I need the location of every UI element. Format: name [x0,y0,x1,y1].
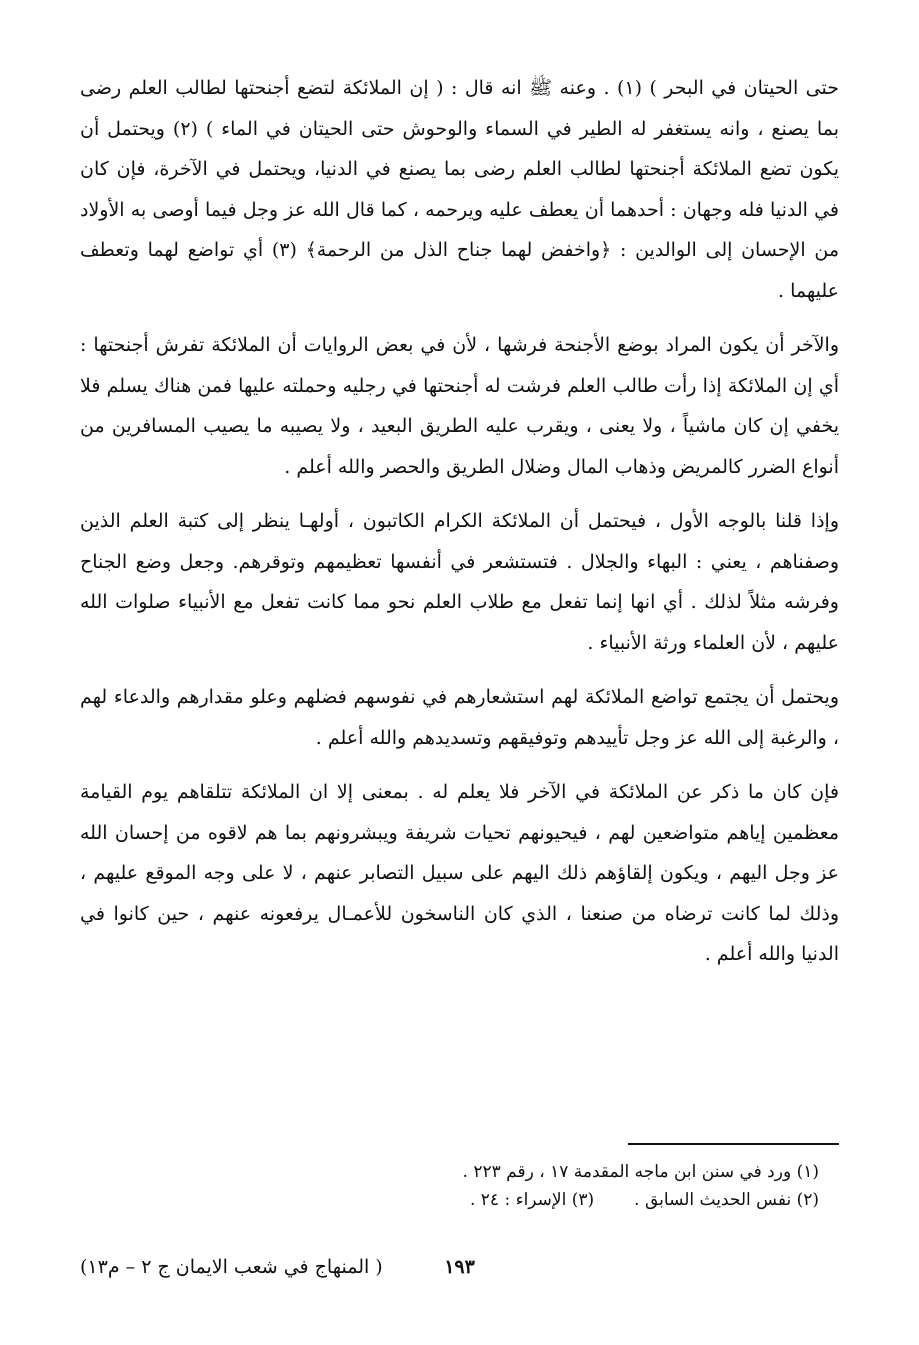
footnote-3: (٣) الإسراء : ٢٤ . [469,1190,595,1210]
paragraph-2: والآخر أن يكون المراد بوضع الأجنحة فرشها ، لأن في بعض الروايات أن الملائكة تفرش أجنحتها : أي إن الملائكة إذا رأت طالب العلم فرشت له أجنحتها في رجليه وحملته عليها فمن هناك يسلم فلا يخفي إن كان ماشياً ، ولا يعنى ، ويقرب عليه الطريق البعيد ، ولا يصيبه ما يصيب المسافرين من أنواع الضرر كالمريض وذهاب المال وضلال الطريق والحصر والله أعلم . [80,334,839,478]
footnote-2: (٢) نفس الحديث السابق . [634,1190,819,1210]
body-text [80,68,839,975]
paragraph-3: وإذا قلنا بالوجه الأول ، فيحتمل أن الملائكة الكرام الكاتبون ، أولهـا ينظر إلى كتبة العلم الذين وصفناهم ، يعني : البهاء والجلال . فتستشعر في أنفسها تعظيمهم وتوقرهم. وجعل وضع الجناح وفرشه مثلاً لذلك . أي انها إنما تفعل مع طلاب العلم نحو مما كانت تفعل مع الأنبياء صلوات الله عليهم ، لأن العلماء ورثة الأنبياء . [80,510,839,654]
running-title: ( المنهاج في شعب الايمان ج ٢ – م١٣) [80,1256,383,1278]
page-number: ١٩٣ [444,1256,475,1278]
paragraph-1: حتى الحيتان في البحر ) (١) . وعنه ﷺ انه قال : ( إن الملائكة لتضع أجنحتها لطالب العلم رضى بما يصنع ، وانه يستغفر له الطير في السماء والوحوش حتى الحيتان في الماء ) (٢) ويحتمل أن يكون تضع الملائكة أجنحتها لطالب العلم رضى بما يصنع في الدنيا، ويحتمل في الآخرة، فإن كان في الدنيا فله وجهان : أحدهما أن يعطف عليه ويرحمه ، كما قال الله عز وجل فيما أوصى به الأولاد من الإحسان إلى الوالدين : ﴿واخفض لهما جناح الذل من الرحمة﴾ (٣) أي تواضع لهما وتعطف عليهما . [80,77,839,302]
page-footer [80,1256,839,1286]
footnotes [80,1158,819,1214]
paragraph-5: فإن كان ما ذكر عن الملائكة في الآخر فلا يعلم له . بمعنى إلا ان الملائكة تتلقاهم يوم القيامة معظمين إياهم متواضعين لهم ، فيحيونهم تحيات شريفة ويبشرونهم بما هم لاقوه من إحسان الله عز وجل اليهم ، ويكون إلقاؤهم ذلك اليهم على سبيل التصابر عنهم ، لا على وجه الموقع عليهم ، وذلك لما كانت ترضاه من صنعنا ، الذي كان الناسخون للأعمـال يرفعونه عنهم ، حين كانوا في الدنيا والله أعلم . [80,781,839,965]
footnote-divider [628,1143,839,1145]
footnote-1: (١) ورد في سنن ابن ماجه المقدمة ١٧ ، رقم ٢٢٣ . [462,1162,819,1182]
paragraph-4: ويحتمل أن يجتمع تواضع الملائكة لهم استشعارهم في نفوسهم فضلهم وعلو مقدارهم والدعاء لهم ، والرغبة إلى الله عز وجل تأييدهم وتوفيقهم وتسديدهم والله أعلم . [80,686,839,749]
